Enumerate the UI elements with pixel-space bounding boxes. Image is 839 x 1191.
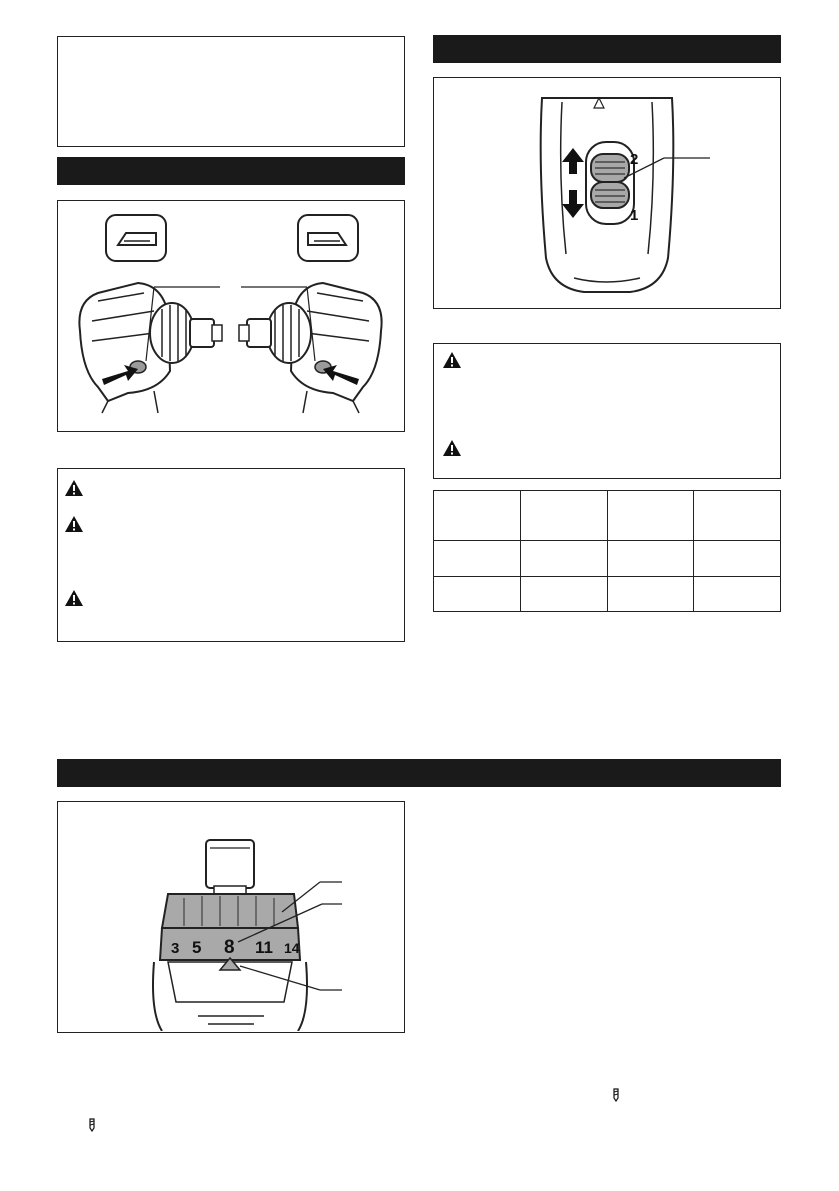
table-cell — [694, 541, 781, 577]
figure-speed-switch — [433, 77, 781, 309]
speed-switch-drawing — [434, 78, 779, 307]
reversing-switch-drawing — [58, 201, 403, 430]
torque-scale-4: 11 — [255, 938, 273, 957]
table-cell — [434, 491, 521, 541]
table-cell — [520, 577, 607, 612]
speed-label-2: 2 — [630, 151, 639, 168]
torque-scale-1: 3 — [171, 940, 180, 957]
figure-reversing-switch — [57, 200, 405, 432]
torque-scale-3: 8 — [224, 937, 235, 958]
drill-bit-icon — [87, 1118, 97, 1132]
warning-icon — [442, 351, 462, 369]
table-cell — [607, 577, 694, 612]
table-cell — [694, 491, 781, 541]
warning-icon — [64, 479, 84, 497]
caution-box-right — [433, 343, 781, 479]
section-header-bar — [57, 157, 405, 185]
table-cell — [607, 541, 694, 577]
table-cell — [520, 491, 607, 541]
figure-torque-ring — [57, 801, 405, 1033]
warning-icon — [64, 589, 84, 607]
section-header-bar — [57, 759, 781, 787]
note-box — [57, 36, 405, 147]
warning-icon — [64, 515, 84, 533]
table-cell — [434, 541, 521, 577]
table-cell — [694, 577, 781, 612]
torque-scale-5: 14 — [284, 940, 300, 956]
table-cell — [520, 541, 607, 577]
table-cell — [434, 577, 521, 612]
speed-table — [433, 490, 781, 611]
section-header-bar — [433, 35, 781, 63]
table-cell — [607, 491, 694, 541]
drill-bit-icon — [611, 1088, 621, 1102]
caution-box-left — [57, 468, 405, 642]
warning-icon — [442, 439, 462, 457]
torque-scale-2: 5 — [192, 938, 202, 957]
speed-label-1: 1 — [630, 207, 639, 224]
torque-ring-drawing — [58, 802, 403, 1031]
